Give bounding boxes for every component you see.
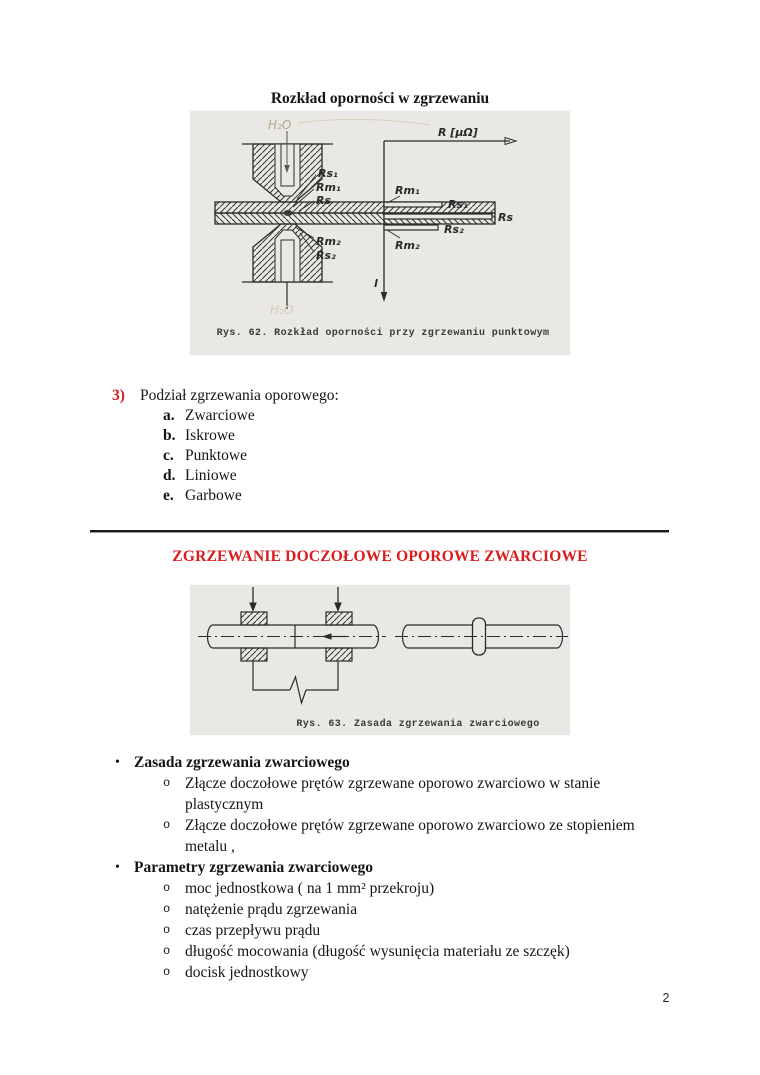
wire-left xyxy=(253,661,290,690)
page-number: 2 xyxy=(662,991,670,1005)
bullet-heading-row xyxy=(112,752,672,773)
clamp-lower-right xyxy=(326,648,352,661)
bullet-item: o natężenie prądu zgrzewania xyxy=(163,901,358,918)
bar-rs xyxy=(384,214,492,219)
bullet-icon: • xyxy=(115,755,120,770)
bullet-item: o Złącze doczołowe prętów zgrzewane oporowo zwarciowo w stanie plastycznym xyxy=(163,775,601,813)
bullet-heading-row xyxy=(112,857,672,878)
clamp-lower-left xyxy=(241,648,267,661)
circle-bullet-icon: o xyxy=(163,923,171,937)
section-heading: ZGRZEWANIE DOCZOŁOWE OPOROWE ZWARCIOWE xyxy=(172,548,588,565)
page-title: Rozkład oporności w zgrzewaniu xyxy=(270,90,490,107)
welding-principles-section xyxy=(112,752,672,983)
bullet-heading: Zasada zgrzewania zwarciowego xyxy=(134,754,350,771)
list-number: 3) xyxy=(112,387,125,404)
rm2-label: Rm₂ xyxy=(316,235,341,248)
circle-bullet-icon: o xyxy=(163,965,171,979)
figure-62-scan xyxy=(190,111,570,355)
circle-bullet-icon: o xyxy=(163,944,171,958)
bar-rs-label: Rs xyxy=(498,211,514,224)
list-item: b. Iskrowe xyxy=(163,427,235,444)
bullet-item: o Złącze doczołowe prętów zgrzewane oporowo zwarciowo ze stopieniem metalu , xyxy=(163,817,635,855)
list-item: d. Liniowe xyxy=(163,467,237,484)
force-arrowhead-right-icon xyxy=(334,603,342,613)
figure-63-scan xyxy=(190,585,570,735)
pencil-stroke xyxy=(298,119,430,125)
rs-label: Rs xyxy=(316,194,332,207)
bar-rs2-label: Rs₂ xyxy=(444,223,464,236)
list-item: a. Zwarciowe xyxy=(163,407,255,424)
list-item: e. Garbowe xyxy=(163,487,242,504)
bar-rm1-label: Rm₁ xyxy=(395,184,420,197)
bullet-item: o czas przepływu prądu xyxy=(163,922,321,939)
circle-bullet-icon: o xyxy=(163,902,171,916)
circle-bullet-icon: o xyxy=(163,818,171,832)
bar-rm2-label: Rm₂ xyxy=(395,239,420,252)
l-axis-arrowhead-icon xyxy=(381,292,387,302)
bullet-item: o docisk jednostkowy xyxy=(163,964,309,981)
wire-right xyxy=(306,661,338,690)
bullet-heading: Parametry zgrzewania zwarciowego xyxy=(134,859,374,876)
bullet-icon: • xyxy=(115,860,120,875)
circle-bullet-icon: o xyxy=(163,776,171,790)
list-heading-row xyxy=(112,386,632,406)
clamp-upper-left xyxy=(241,612,267,625)
bottom-electrode-water-channel xyxy=(275,230,300,282)
r-axis-label: R [μΩ] xyxy=(438,126,478,139)
l-axis-label: l xyxy=(374,277,378,290)
fig63-caption: Rys. 63. Zasada zgrzewania zwarciowego xyxy=(296,719,540,730)
list-item: c. Punktowe xyxy=(163,447,247,464)
bullet-item: o długość mocowania (długość wysunięcia materiału ze szczęk) xyxy=(163,943,570,960)
fig62-caption: Rys. 62. Rozkład oporności przy zgrzewaniu punktowym xyxy=(216,328,550,339)
weld-nugget xyxy=(284,210,293,216)
upset-butt-welding-diagram xyxy=(190,585,570,735)
list-heading: Podział zgrzewania oporowego: xyxy=(140,387,339,404)
leader-bar-rm2 xyxy=(387,230,400,238)
circle-bullet-icon: o xyxy=(163,881,171,895)
clamp-upper-right xyxy=(326,612,352,625)
wire-break-icon xyxy=(290,677,306,703)
rm1-label: Rm₁ xyxy=(316,181,341,194)
section-divider xyxy=(90,530,669,533)
bar-rs2 xyxy=(384,225,438,230)
h2o-top-label: H₂O xyxy=(268,118,292,132)
spot-welding-resistance-diagram xyxy=(190,111,570,355)
upset-arrowhead-icon xyxy=(322,633,332,639)
h2o-bottom-label: H₂O xyxy=(270,303,294,317)
bar-rs1-label: Rs₁ xyxy=(448,198,468,211)
force-arrowhead-left-icon xyxy=(249,603,257,613)
bar-rs1 xyxy=(384,202,442,207)
rs2-label: Rs₂ xyxy=(316,249,336,262)
bullet-item: o moc jednostkowa ( na 1 mm² przekroju) xyxy=(163,880,435,897)
rs1-label: Rs₁ xyxy=(318,167,338,180)
resistance-welding-types-list xyxy=(112,386,632,506)
